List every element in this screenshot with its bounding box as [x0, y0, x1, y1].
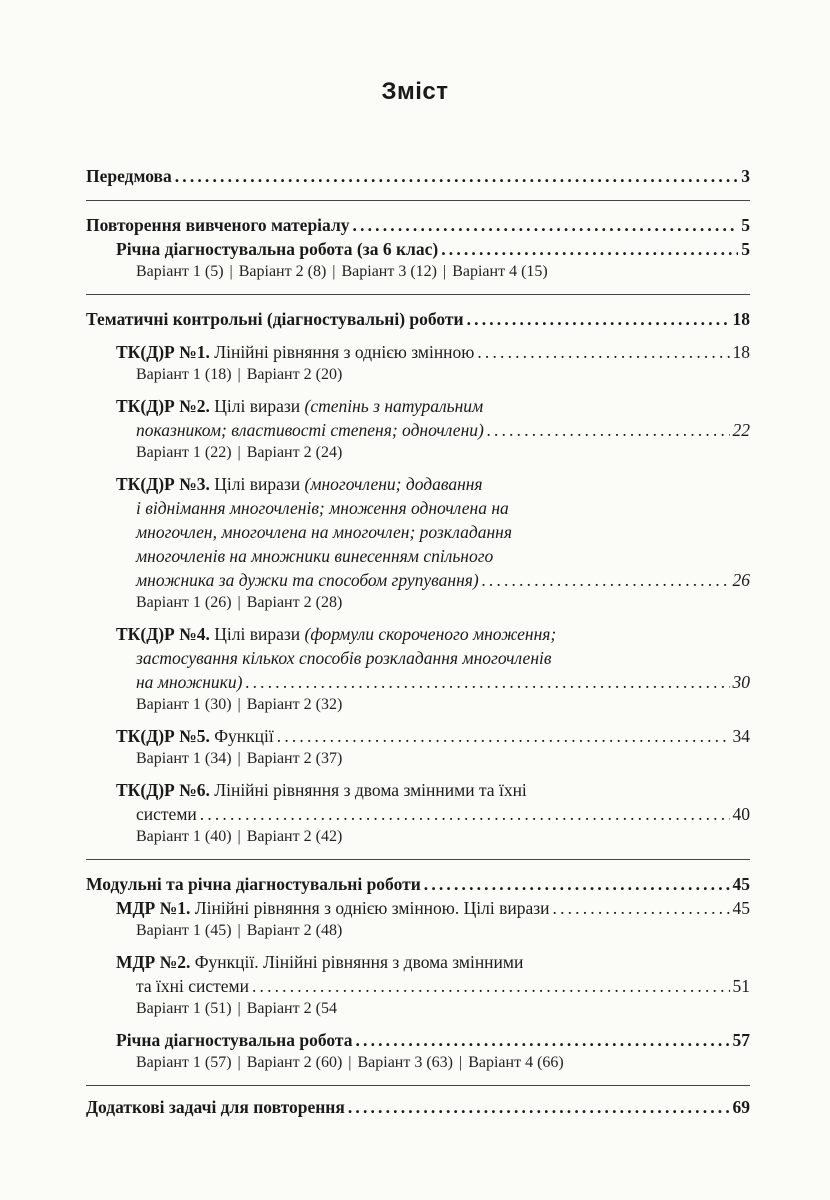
entry-title: Передмова: [86, 166, 172, 186]
page-number: 45: [732, 874, 750, 894]
entry-topics: на множники): [136, 672, 243, 692]
variant-list: [136, 364, 750, 385]
variant-link[interactable]: Варіант 1 (51): [136, 1000, 232, 1017]
variant-link[interactable]: Варіант 2 (32): [246, 696, 343, 713]
entry-topics: (степінь з натуральним: [304, 396, 484, 416]
variant-link[interactable]: Варіант 2 (20): [246, 366, 343, 383]
toc-entry-mdr2-cont: [136, 974, 750, 998]
entry-title: системи: [136, 804, 197, 824]
entry-title: Тематичні контрольні (діагностувальні) роботи: [86, 309, 464, 329]
variant-link[interactable]: Варіант 2 (8): [238, 263, 327, 280]
toc-entry-tk3[interactable]: [116, 472, 750, 496]
variant-link[interactable]: Варіант 2 (48): [246, 922, 343, 939]
separator: |: [237, 366, 241, 383]
toc-entry-tk6[interactable]: [116, 778, 750, 802]
variant-list: [136, 826, 750, 847]
leader-dots: [441, 237, 738, 261]
entry-topics: (формули скороченого множення;: [304, 624, 557, 644]
leader-dots: [252, 974, 730, 998]
variant-list: [136, 998, 750, 1019]
leader-dots: [467, 307, 730, 331]
variant-link[interactable]: Варіант 1 (30): [136, 696, 232, 713]
variant-link[interactable]: Варіант 2 (28): [246, 594, 343, 611]
separator: |: [237, 1054, 241, 1071]
leader-dots: [553, 896, 730, 920]
entry-topics: (многочлени; додавання: [304, 474, 483, 494]
entry-title: Річна діагностувальна робота (за 6 клас): [116, 239, 439, 259]
entry-title: Лінійні рівняння з однією змінною. Цілі вирази: [194, 898, 550, 918]
entry-title: та їхні системи: [136, 976, 249, 996]
toc-entry-tk4-cont: [136, 670, 750, 694]
table-of-contents: [86, 164, 750, 1119]
leader-dots: [482, 568, 730, 592]
page-title: Зміст: [381, 78, 449, 105]
variant-link[interactable]: Варіант 2 (42): [246, 828, 343, 845]
entry-label: ТК(Д)Р №5.: [116, 726, 210, 746]
variant-list: [136, 442, 750, 463]
entry-title: Лінійні рівняння з двома змінними та їхні: [214, 780, 527, 800]
separator: |: [237, 922, 241, 939]
entry-title: Модульні та річна діагностувальні роботи: [86, 874, 421, 894]
variant-list: [136, 920, 750, 941]
variant-link[interactable]: Варіант 1 (26): [136, 594, 232, 611]
toc-entry-tk2-cont: [136, 418, 750, 442]
toc-entry-review[interactable]: [86, 213, 750, 237]
toc-entry-annual-6[interactable]: [116, 237, 750, 261]
variant-list: [136, 1052, 750, 1073]
toc-entry-extra[interactable]: [86, 1095, 750, 1119]
toc-entry-tk6-cont: [136, 802, 750, 826]
entry-title: Функції. Лінійні рівняння з двома змінними: [194, 952, 524, 972]
page-number: 26: [732, 570, 750, 590]
entry-label: ТК(Д)Р №3.: [116, 474, 210, 494]
entry-label: МДР №1.: [116, 898, 191, 918]
variant-link[interactable]: Варіант 1 (34): [136, 750, 232, 767]
separator: |: [237, 444, 241, 461]
toc-entry-thematic[interactable]: [86, 307, 750, 331]
variant-link[interactable]: Варіант 1 (57): [136, 1054, 232, 1071]
page-number: 18: [732, 342, 750, 362]
variant-link[interactable]: Варіант 2 (37): [246, 750, 343, 767]
divider: [86, 859, 750, 860]
separator: |: [348, 1054, 352, 1071]
page-number: 5: [741, 239, 750, 259]
entry-title: Лінійні рівняння з однією змінною: [214, 342, 475, 362]
separator: |: [459, 1054, 463, 1071]
separator: |: [237, 594, 241, 611]
page-number: 18: [732, 309, 750, 329]
entry-title: Функції: [214, 726, 274, 746]
page-number: 30: [732, 672, 750, 692]
leader-dots: [277, 724, 730, 748]
toc-entry-tk5[interactable]: [116, 724, 750, 748]
separator: |: [229, 263, 233, 280]
variant-link[interactable]: Варіант 1 (5): [136, 263, 224, 280]
leader-dots: [245, 670, 729, 694]
page-number: 22: [732, 420, 750, 440]
entry-title: Цілі вирази: [214, 624, 301, 644]
variant-link[interactable]: Варіант 3 (63): [357, 1054, 453, 1071]
entry-label: ТК(Д)Р №4.: [116, 624, 210, 644]
variant-link[interactable]: Варіант 3 (12): [341, 263, 437, 280]
entry-label: ТК(Д)Р №1.: [116, 342, 210, 362]
variant-link[interactable]: Варіант 1 (22): [136, 444, 232, 461]
toc-entry-tk2[interactable]: [116, 394, 750, 418]
leader-dots: [348, 1095, 730, 1119]
page-number: 45: [732, 898, 750, 918]
leader-dots: [355, 1028, 729, 1052]
leader-dots: [175, 164, 739, 188]
entry-topics: многочлен, многочлена на многочлен; розкладання: [136, 522, 512, 542]
separator: |: [237, 696, 241, 713]
divider: [86, 1085, 750, 1086]
toc-entry-tk3-cont: [136, 568, 750, 592]
entry-topics: показником; властивості степеня; одночлени): [136, 420, 484, 440]
variant-list: [136, 748, 750, 769]
separator: |: [443, 263, 447, 280]
separator: |: [237, 750, 241, 767]
entry-label: ТК(Д)Р №2.: [116, 396, 210, 416]
toc-entry-tk4[interactable]: [116, 622, 750, 646]
toc-entry-foreword[interactable]: [86, 164, 750, 188]
leader-dots: [477, 340, 729, 364]
page-number: 5: [741, 215, 750, 235]
variant-link[interactable]: Варіант 2 (60): [246, 1054, 343, 1071]
toc-entry-tk1[interactable]: [116, 340, 750, 364]
entry-topics: множника за дужки та способом групування): [136, 570, 479, 590]
leader-dots: [487, 418, 730, 442]
entry-title: Повторення вивченого матеріалу: [86, 215, 350, 235]
leader-dots: [353, 213, 739, 237]
entry-label: ТК(Д)Р №6.: [116, 780, 210, 800]
page-number: 3: [741, 166, 750, 186]
entry-topics: многочленів на множники винесенням спільного: [136, 546, 494, 566]
page-number: 51: [732, 976, 750, 996]
toc-entry-mdr2[interactable]: [116, 950, 750, 974]
toc-entry-annual-7[interactable]: [116, 1028, 750, 1052]
variant-link[interactable]: Варіант 4 (15): [452, 263, 548, 280]
variant-link[interactable]: Варіант 2 (54: [246, 1000, 337, 1017]
variant-link[interactable]: Варіант 1 (18): [136, 366, 232, 383]
variant-list: [136, 694, 750, 715]
divider: [86, 294, 750, 295]
separator: |: [237, 1000, 241, 1017]
entry-label: МДР №2.: [116, 952, 191, 972]
page-number: 69: [732, 1097, 750, 1117]
variant-link[interactable]: Варіант 2 (24): [246, 444, 343, 461]
page-number: 40: [732, 804, 750, 824]
entry-topics: застосування кількох способів розкладання многочленів: [136, 648, 552, 668]
leader-dots: [200, 802, 730, 826]
toc-entry-mdr1[interactable]: [116, 896, 750, 920]
variant-list: [136, 261, 750, 282]
variant-list: [136, 592, 750, 613]
page-number: 34: [732, 726, 750, 746]
entry-title: Цілі вирази: [214, 396, 301, 416]
entry-topics: і віднімання многочленів; множення одночлена на: [136, 498, 509, 518]
entry-title: Додаткові задачі для повторення: [86, 1097, 345, 1117]
entry-title: Цілі вирази: [214, 474, 301, 494]
variant-link[interactable]: Варіант 1 (45): [136, 922, 232, 939]
separator: |: [237, 828, 241, 845]
divider: [86, 200, 750, 201]
leader-dots: [424, 872, 730, 896]
variant-link[interactable]: Варіант 4 (66): [468, 1054, 564, 1071]
separator: |: [332, 263, 336, 280]
page-number: 57: [732, 1030, 750, 1050]
toc-entry-modular[interactable]: [86, 872, 750, 896]
entry-title: Річна діагностувальна робота: [116, 1030, 353, 1050]
variant-link[interactable]: Варіант 1 (40): [136, 828, 232, 845]
